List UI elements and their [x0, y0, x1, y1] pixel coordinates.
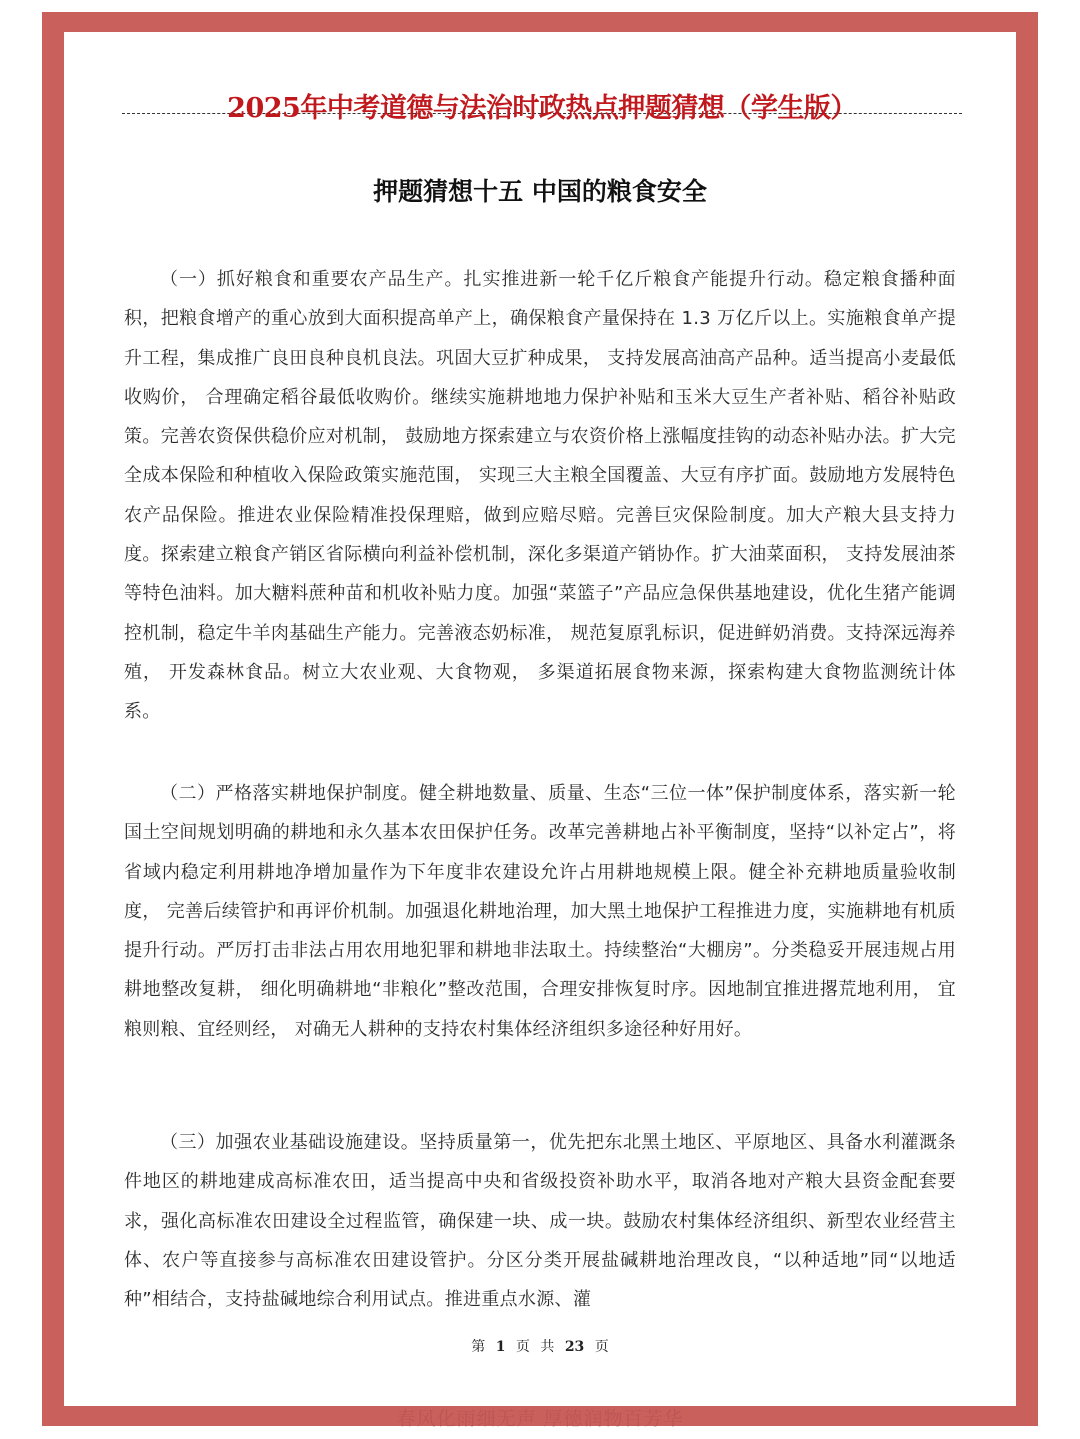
total-page-count: 23	[564, 1339, 585, 1355]
document-header	[122, 86, 962, 126]
current-page-number: 1	[495, 1339, 506, 1355]
footer-prefix: 第	[471, 1339, 486, 1355]
bottom-watermark: 春风化雨细无声 厚德润物百芳华	[396, 1408, 684, 1430]
page-number-footer	[64, 1336, 1016, 1356]
header-title: 2025年中考道德与法治时政热点押题猜想（学生版）	[227, 93, 857, 124]
footer-page-unit: 页	[515, 1339, 530, 1355]
paragraph-grain-production: （一）抓好粮食和重要农产品生产。扎实推进新一轮千亿斤粮食产能提升行动。稳定粮食播种面积，把粮食增产的重心放到大面积提高单产上，确保粮食产量保持在 1.3 万亿斤以上。实施粮食单产提升工程，集成推广良田良种良机良法。巩固大豆扩种成果， 支持发展高油高产品种。适当提高小麦最低收购价， 合理确定稻谷最低收购价。继续实施耕地地力保护补贴和玉米大豆生产者补贴、稻谷补贴政策。完善农资保供稳价应对机制， 鼓励地方探索建立与农资价格上涨幅度挂钩的动态补贴办法。扩大完全成本保险和种植收入保险政策实施范围， 实现三大主粮全国覆盖、大豆有序扩面。鼓励地方发展特色农产品保险。推进农业保险精准投保理赔，做到应赔尽赔。完善巨灾保险制度。加大产粮大县支持力度。探索建立粮食产销区省际横向利益补偿机制，深化多渠道产销协作。扩大油菜面积， 支持发展油茶等特色油料。加大糖料蔗种苗和机收补贴力度。加强“菜篮子”产品应急保供基地建设，优化生猪产能调控机制，稳定牛羊肉基础生产能力。完善液态奶标准， 规范复原乳标识，促进鲜奶消费。支持深远海养殖， 开发森林食品。树立大农业观、大食物观， 多渠道拓展食物来源，探索构建大食物监测统计体系。	[124, 269, 956, 723]
section-title: 押题猜想十五 中国的粮食安全	[373, 177, 707, 206]
paragraph-agricultural-infrastructure: （三）加强农业基础设施建设。坚持质量第一，优先把东北黑土地区、平原地区、具备水利灌溉条件地区的耕地建成高标准农田，适当提高中央和省级投资补助水平，取消各地对产粮大县资金配套要求，强化高标准农田建设全过程监管，确保建一块、成一块。鼓励农村集体经济组织、新型农业经营主体、农户等直接参与高标准农田建设管护。分区分类开展盐碱耕地治理改良，“以种适地”同“以地适种”相结合，支持盐碱地综合利用试点。推进重点水源、灌	[124, 1132, 956, 1311]
footer-total-word: 共	[540, 1339, 555, 1355]
paragraph-farmland-protection: （二）严格落实耕地保护制度。健全耕地数量、质量、生态“三位一体”保护制度体系，落实新一轮国土空间规划明确的耕地和永久基本农田保护任务。改革完善耕地占补平衡制度，坚持“以补定占”，将省域内稳定利用耕地净增加量作为下年度非农建设允许占用耕地规模上限。健全补充耕地质量验收制度， 完善后续管护和再评价机制。加强退化耕地治理，加大黑土地保护工程推进力度，实施耕地有机质提升行动。严厉打击非法占用农用地犯罪和耕地非法取土。持续整治“大棚房”。分类稳妥开展违规占用耕地整改复耕， 细化明确耕地“非粮化”整改范围，合理安排恢复时序。因地制宜推进撂荒地利用， 宜粮则粮、宜经则经， 对确无人耕种的支持农村集体经济组织多途径种好用好。	[124, 783, 956, 1040]
document-page	[64, 32, 1016, 1406]
footer-total-unit: 页	[594, 1339, 609, 1355]
